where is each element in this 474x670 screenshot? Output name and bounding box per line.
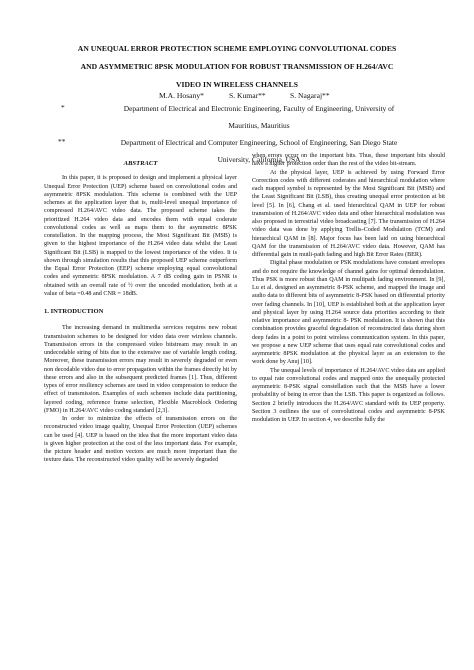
affiliation-2-line-2: University, California, USA [217, 155, 301, 164]
affiliation-1 [80, 100, 438, 134]
right-column [252, 152, 445, 424]
author-nagaraj: S. Nagaraj** [290, 91, 330, 100]
introduction-heading: 1. INTRODUCTION [44, 308, 104, 315]
right-paragraph-unequal-levels: The unequal levels of importance of H.264/AVC video data are applied to equal rate convolutional codes and mapped onto the unequally protected asymmetric 8-PSK signal constellation such that the MSB have a lower probability of being in error than the LSB. This paper is organized as follows. Section 2 briefly introduces the H.264/AVC standard with its UEP property. Section 3 outlines the use of convolutional codes and asymmetric 8-PSK modulation in UEP. In section 4, we describe fully the [252, 367, 446, 423]
author-hosany: M.A. Hosany* [159, 91, 204, 100]
title-line-3: VIDEO IN WIRELESS CHANNELS [175, 80, 299, 89]
affiliation-1-line-2: Mauritius, Mauritius [228, 121, 290, 130]
introduction-paragraph-1: The increasing demand in multimedia services requires new robust transmission schemes to be designed for video data over wireless channels. Transmission errors in the compressed video bitstream may result in an undecodable string of bits due to the extensive use of variable length coding. Moreover, these transmission errors may result in severely degraded or even non decodable video due to error propagation within the frames directly hit by these errors and also in the subsequent predicted frames [1]. Thus, different types of error resiliency schemes are used in video compression to reduce the effect of transmission. Examples of such schemes include data partitioning, layered coding, reference frame selection, Flexible Macroblock Ordering (FMO) in H.264/AVC video coding standard [2,3]. [44, 325, 237, 414]
affiliation-1-mark: * [61, 103, 65, 112]
affiliation-2-mark: ** [58, 137, 66, 146]
title-line-2: AND ASYMMETRIC 8PSK MODULATION FOR ROBUST TRANSMISSION OF H.264/AVC [80, 62, 394, 71]
introduction-paragraph-2: In order to minimize the effects of transmission errors on the reconstructed video image quality, Unequal Error Protection (UEP) schemes can be used [4]. UEP is based on the idea that the more important video data is given higher protection at the cost of the less important data. For example, the picture header and motion vectors are much more important than the texture data. The reconstructed video quality will be severely degraded [44, 416, 237, 464]
right-paragraph-physical-layer: At the physical layer, UEP is achieved by using Forward Error Correction codes with different coderates and hierarchical modulation where each mapped symbol is represented by the Most Significant Bit (MSB) and the Least Significant Bit (LSB), thus creating unequal error protection at bit level [5]. In [6], Chang et al. used hierarchical QAM in UEP for robust transmission of H.264/AVC video data and other hierarchical modulation was also proposed in terrestrial video broadcasting [7]. The transmission of H.264 video data was done by applying Trellis-Coded Modulation (TCM) and hierarchical QAM in [8]. Major focus has been laid on using hierarchical QAM for the transmission of H.264/AVC video data. However, QAM has differential gain in mutli-path fading and high Bit Error Rates (BER). [252, 169, 445, 258]
title-line-1: AN UNEQUAL ERROR PROTECTION SCHEME EMPLOYING CONVOLUTIONAL CODES [77, 44, 397, 53]
author-kumar: S. Kumar** [229, 91, 266, 100]
right-paragraph-continued: when errors occur on the important bits. Thus, these important bits should have a higher protection order than the rest of the video bit-stream. [252, 153, 445, 168]
left-column [44, 160, 237, 465]
right-paragraph-psk: Digital phase modulation or PSK modulations have constant envelopes and do not require the knowledge of channel gains for optimal demodulation. Thus PSK is more robust than QAM in multipath fading environment. In [9], Lu et al. designed an asymmetric 8-PSK scheme, and mapped the image and audio data to different bits of asymmetric 8-PSK based on differential priority over fading channels. In [10], UEP is established both at the application layer and physical layer by using H.264 source data priorities according to their relative importance and asymmetric 8- PSK modulation. It is shown that this combination provides graceful degradation of reconstructed data during short deep fades in a point to point wireless communication system. In this paper, we propose a new UEP scheme that uses equal rate convolutional codes and asymmetric 8PSK modulation at the physical layer as an extension to the work done by Anuj [10]. [252, 260, 445, 366]
affiliation-2-line-1: Department of Electrical and Computer Engineering, School of Engineering, San Diego State [120, 138, 398, 147]
abstract-text: In this paper, it is proposed to design and implement a physical layer Unequal Error Protection (UEP) scheme based on convolutional codes and asymmetric 8PSK modulation. This scheme is combined with the UEP schemes at the application layer that is, multi-level unequal importance of compressed H.264/AVC video data. The proposed scheme takes the prioritized H.264 video data and encodes them with equal coderate convolutional codes as well as maps them to the asymmetric 8PSK constellation. In the mapping process, the Most Significant Bit (MSB) is given to the highest importance of the H.264 video data whilst the Least Significant Bit (LSB) is mapped to the lowest importance of the video. It is shown through simulation results that this proposed UEP scheme outperform the Equal Error Protection (EEP) scheme employing equal convolutional codes and symmetric 8PSK modulation. A 7 dB coding gain in PSNR is obtained with an overall rate of ½ over the uncoded modulation, both at a value of beta =0.48 and CNR = 18dB. [44, 175, 237, 297]
affiliation-1-line-1: Department of Electrical and Electronic Engineering, Faculty of Engineering, University of [123, 104, 395, 113]
paper-title [20, 40, 454, 94]
abstract-heading: ABSTRACT [123, 160, 158, 167]
